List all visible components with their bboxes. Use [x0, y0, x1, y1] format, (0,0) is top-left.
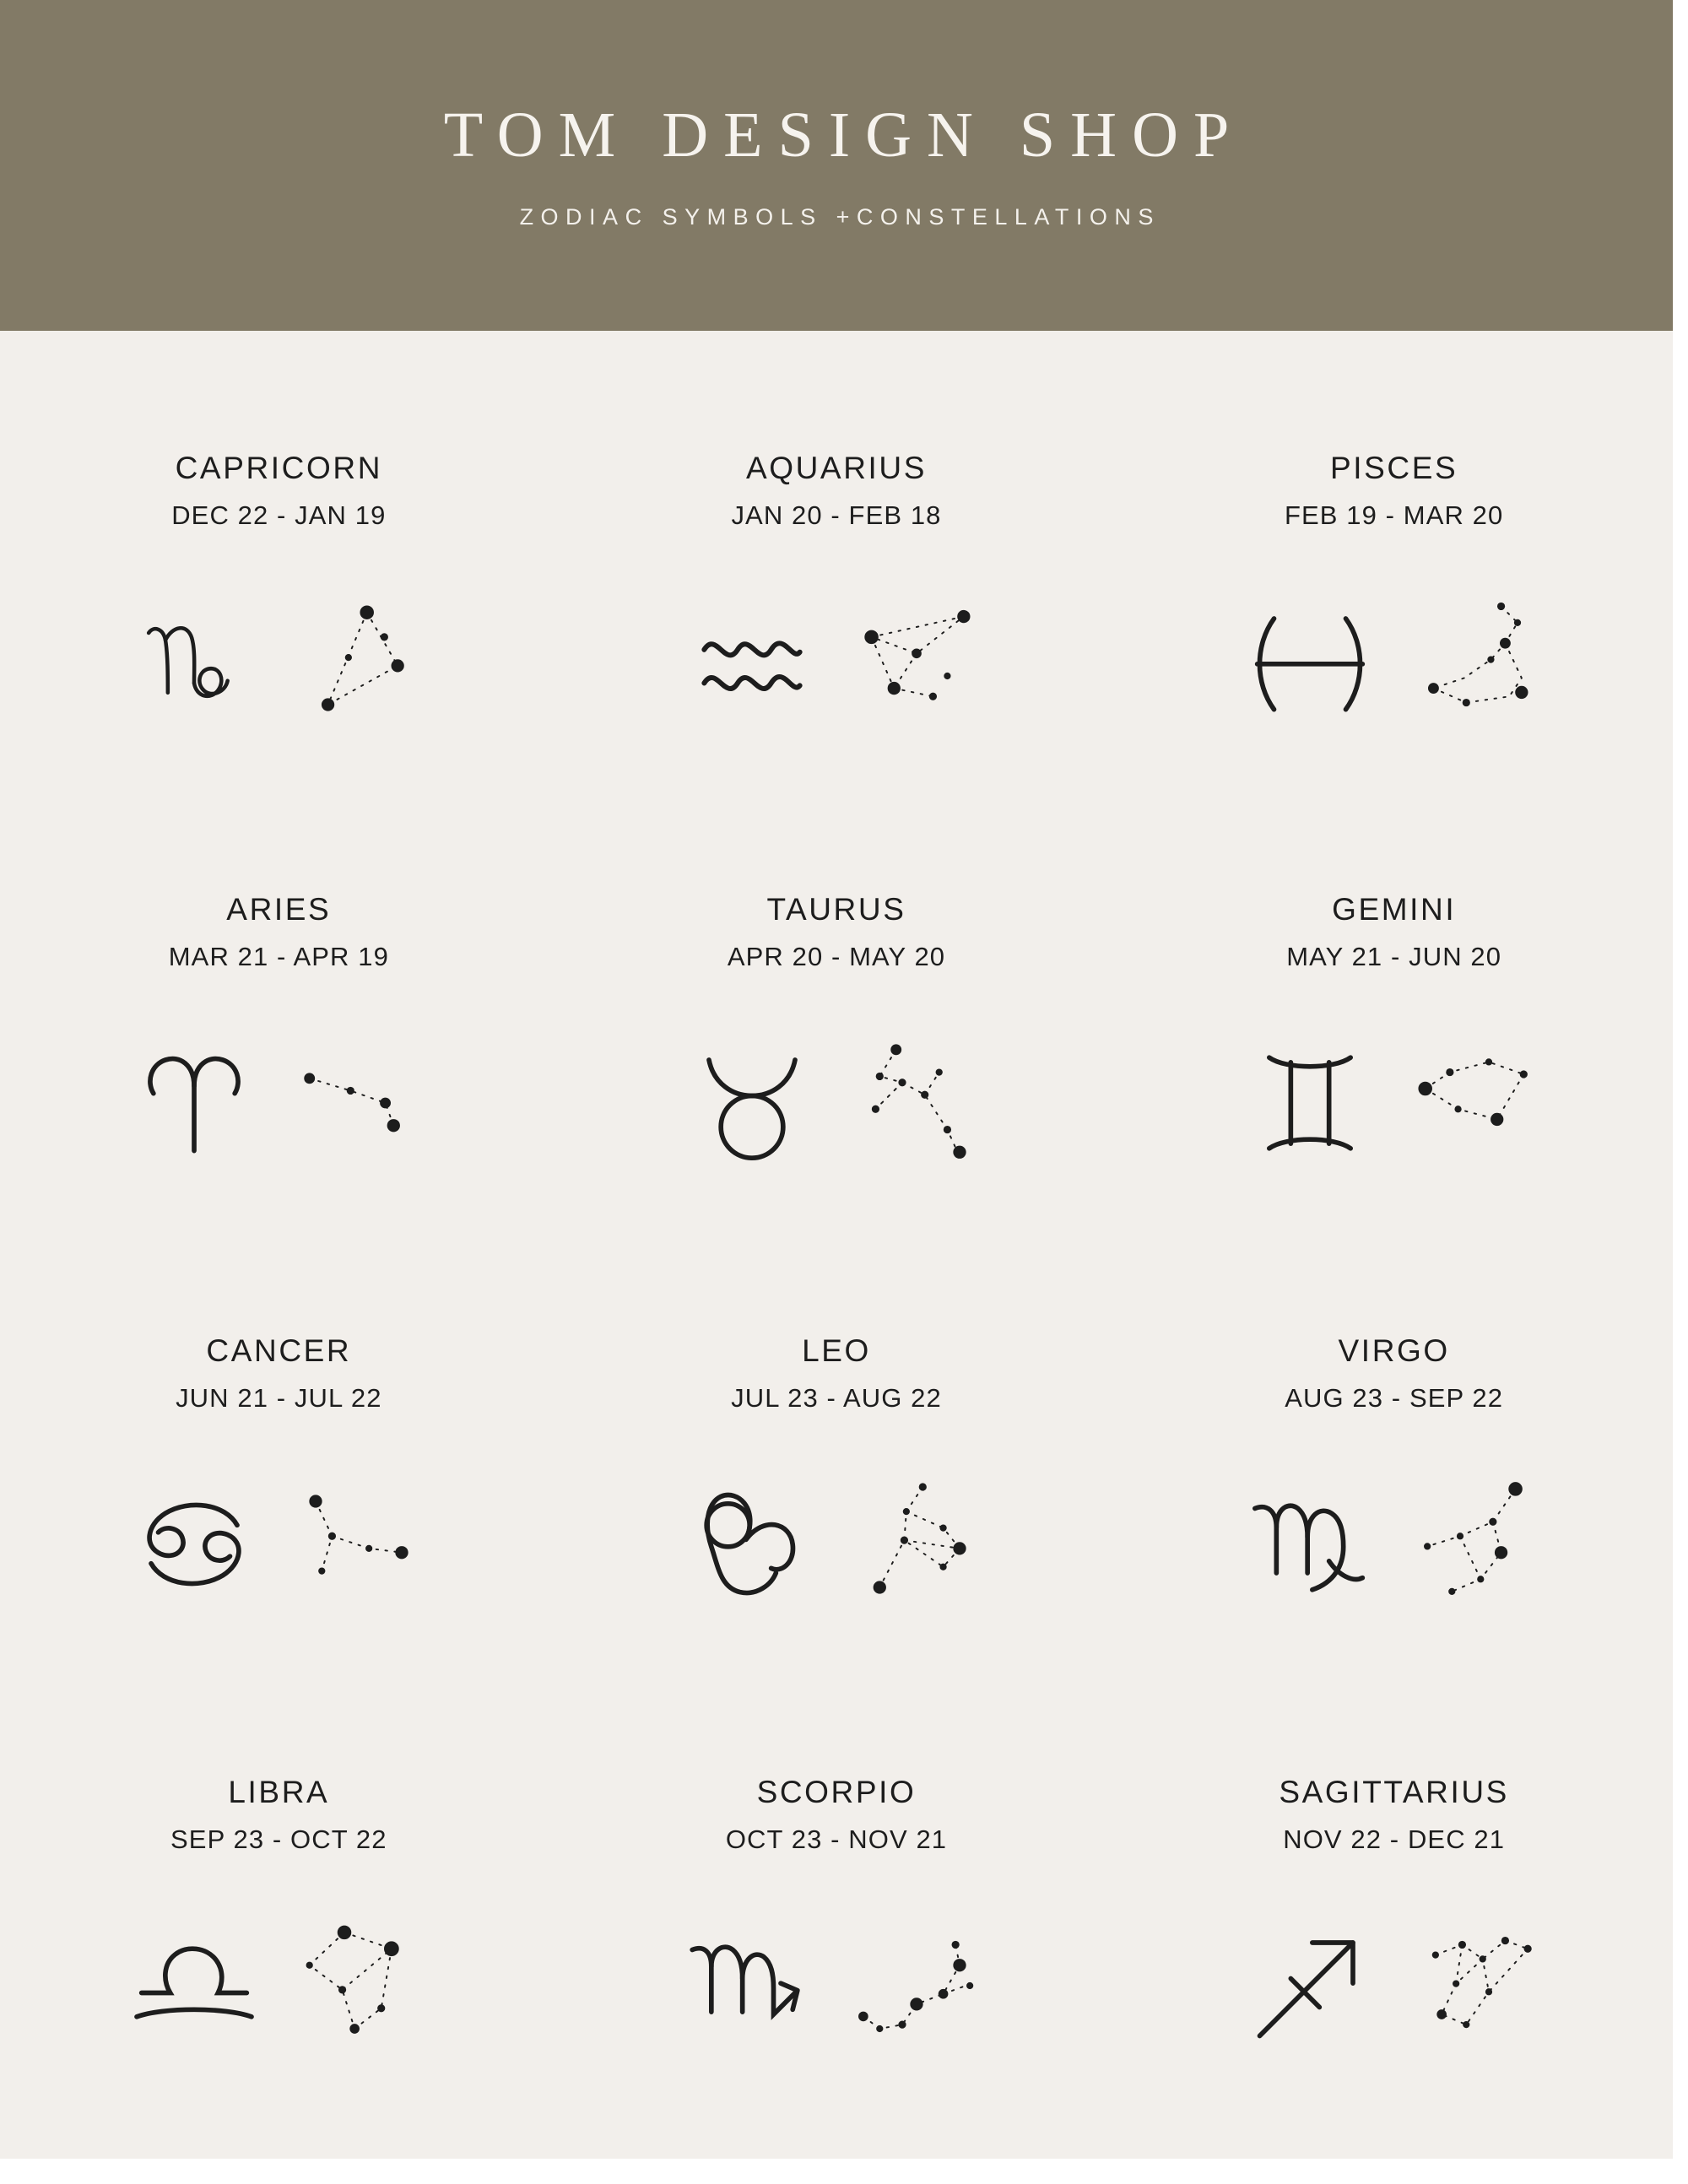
- sign-artwork: [1115, 1460, 1673, 1629]
- taurus-constellation-icon: [832, 1023, 1001, 1183]
- sign-name: TAURUS: [766, 892, 906, 927]
- page-title: TOM DESIGN SHOP: [443, 99, 1245, 170]
- page-bottom-margin: [0, 2159, 1688, 2184]
- aquarius-constellation-icon: [832, 581, 1001, 742]
- sign-name: SAGITTARIUS: [1279, 1775, 1509, 1809]
- sign-artwork: [1115, 1901, 1673, 2070]
- poster-header: [0, 0, 1673, 331]
- sign-dates: JUN 21 - JUL 22: [176, 1383, 382, 1413]
- capricorn-constellation-icon: [274, 581, 443, 742]
- zodiac-cell-libra: [0, 1712, 558, 2154]
- sign-name: SCORPIO: [756, 1775, 917, 1809]
- sign-name: LIBRA: [228, 1775, 330, 1809]
- sign-dates: JUL 23 - AUG 22: [731, 1383, 942, 1413]
- zodiac-cell-scorpio: [558, 1712, 1116, 2154]
- pisces-constellation-icon: [1390, 581, 1559, 742]
- pisces-glyph-icon: [1230, 581, 1390, 742]
- zodiac-cell-aries: [0, 830, 558, 1271]
- zodiac-cell-gemini: [1115, 830, 1673, 1271]
- sign-dates: MAY 21 - JUN 20: [1286, 942, 1502, 971]
- sign-name: ARIES: [226, 892, 332, 927]
- zodiac-cell-capricorn: [0, 388, 558, 830]
- zodiac-cell-aquarius: [558, 388, 1116, 830]
- sign-artwork: [558, 1901, 1116, 2070]
- aquarius-glyph-icon: [672, 581, 832, 742]
- scorpio-glyph-icon: [672, 1906, 832, 2066]
- sagittarius-constellation-icon: [1390, 1906, 1559, 2066]
- zodiac-grid: [0, 388, 1673, 2154]
- zodiac-cell-cancer: [0, 1271, 558, 1712]
- page-subtitle: ZODIAC SYMBOLS +CONSTELLATIONS: [519, 203, 1160, 230]
- sign-dates: NOV 22 - DEC 21: [1283, 1825, 1506, 1854]
- sign-name: VIRGO: [1338, 1333, 1450, 1368]
- sign-dates: FEB 19 - MAR 20: [1284, 500, 1504, 530]
- sign-name: CAPRICORN: [175, 451, 383, 485]
- zodiac-cell-virgo: [1115, 1271, 1673, 1712]
- sign-artwork: [1115, 1019, 1673, 1187]
- libra-glyph-icon: [114, 1906, 274, 2066]
- zodiac-cell-leo: [558, 1271, 1116, 1712]
- scorpio-constellation-icon: [832, 1906, 1001, 2066]
- sign-artwork: [0, 1460, 558, 1629]
- gemini-constellation-icon: [1390, 1023, 1559, 1183]
- sign-artwork: [0, 577, 558, 746]
- sign-name: CANCER: [206, 1333, 352, 1368]
- page-right-margin: [1673, 0, 1688, 2184]
- gemini-glyph-icon: [1230, 1023, 1390, 1183]
- capricorn-glyph-icon: [114, 581, 274, 742]
- sign-name: PISCES: [1330, 451, 1458, 485]
- cancer-constellation-icon: [274, 1464, 443, 1624]
- sign-artwork: [0, 1901, 558, 2070]
- sagittarius-glyph-icon: [1230, 1906, 1390, 2066]
- sign-dates: APR 20 - MAY 20: [727, 942, 946, 971]
- sign-dates: MAR 21 - APR 19: [168, 942, 389, 971]
- sign-artwork: [558, 577, 1116, 746]
- sign-name: GEMINI: [1332, 892, 1457, 927]
- leo-constellation-icon: [832, 1464, 1001, 1624]
- sign-dates: JAN 20 - FEB 18: [731, 500, 942, 530]
- virgo-constellation-icon: [1390, 1464, 1559, 1624]
- zodiac-cell-taurus: [558, 830, 1116, 1271]
- sign-dates: DEC 22 - JAN 19: [171, 500, 387, 530]
- sign-artwork: [558, 1019, 1116, 1187]
- taurus-glyph-icon: [672, 1023, 832, 1183]
- leo-glyph-icon: [672, 1464, 832, 1624]
- libra-constellation-icon: [274, 1906, 443, 2066]
- sign-dates: OCT 23 - NOV 21: [725, 1825, 948, 1854]
- aries-glyph-icon: [114, 1023, 274, 1183]
- sign-artwork: [1115, 577, 1673, 746]
- cancer-glyph-icon: [114, 1464, 274, 1624]
- sign-dates: AUG 23 - SEP 22: [1285, 1383, 1504, 1413]
- virgo-glyph-icon: [1230, 1464, 1390, 1624]
- sign-dates: SEP 23 - OCT 22: [170, 1825, 387, 1854]
- zodiac-cell-sagittarius: [1115, 1712, 1673, 2154]
- sign-artwork: [0, 1019, 558, 1187]
- sign-name: LEO: [802, 1333, 871, 1368]
- aries-constellation-icon: [274, 1023, 443, 1183]
- zodiac-cell-pisces: [1115, 388, 1673, 830]
- sign-artwork: [558, 1460, 1116, 1629]
- sign-name: AQUARIUS: [745, 451, 928, 485]
